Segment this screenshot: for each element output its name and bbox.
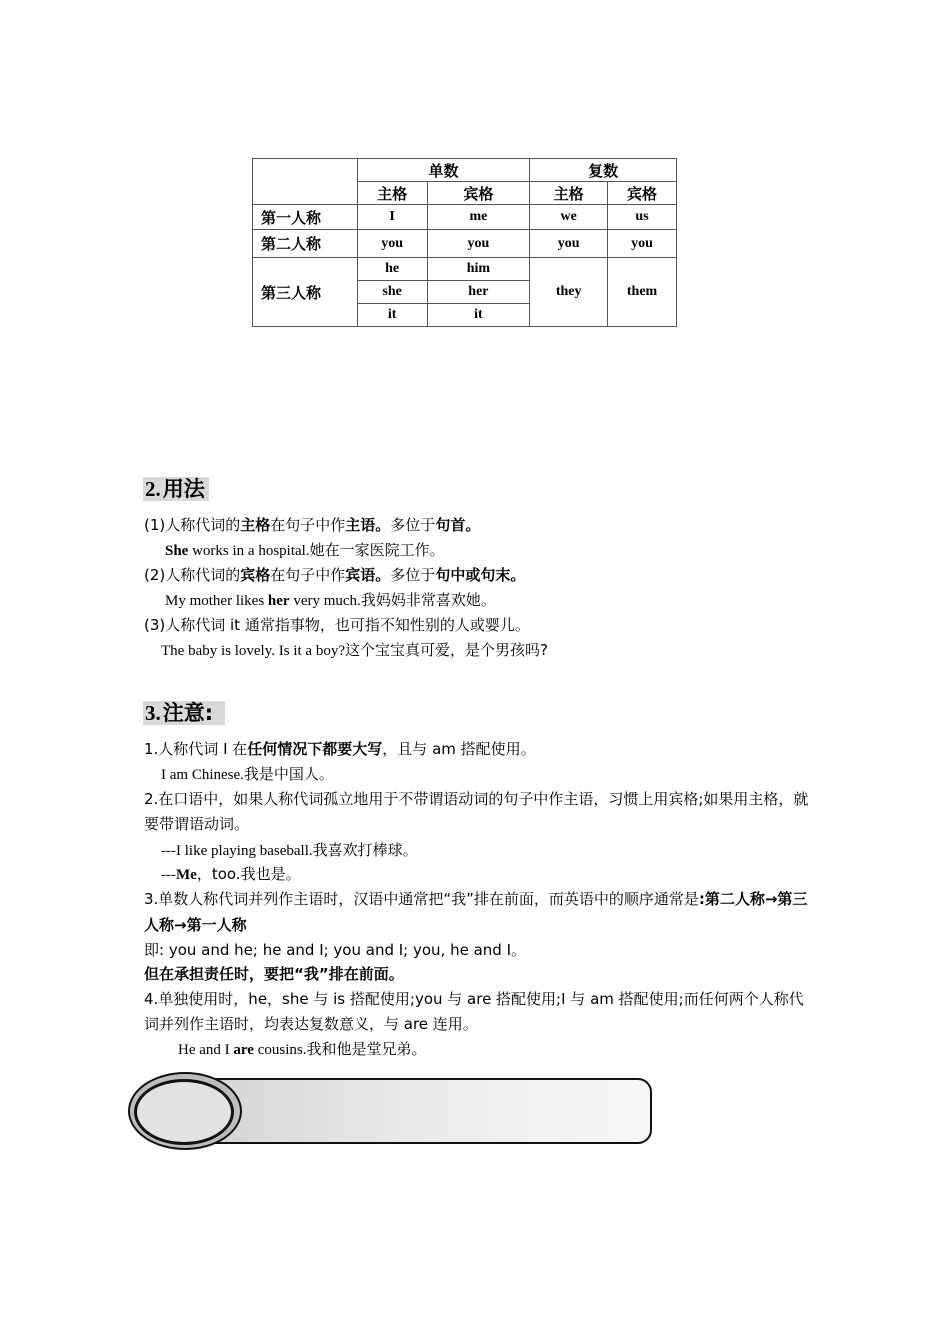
note-2: 2.在口语中，如果人称代词孤立地用于不带谓语动词的句子中作主语，习惯上用宾格;如果用主格，就要带谓语动词。 (144, 790, 809, 833)
section-usage-heading: 2.用法 (143, 475, 209, 504)
note-4: 4.单独使用时，he，she 与 is 搭配使用;you 与 are 搭配使用;I 与 am 搭配使用;而任何两个人称代词并列作主语时，均表达复数意义，与 are 连用。 (144, 990, 804, 1033)
note-2-example-2: ---Me，too.我也是。 (161, 865, 301, 883)
table-cell: it (357, 304, 427, 327)
subheader-singular-object: 宾格 (427, 182, 530, 205)
note-1: 1.人称代词 I 在任何情况下都要大写，且与 am 搭配使用。 (144, 740, 536, 758)
table-cell: me (427, 205, 530, 230)
table-cell: you (530, 230, 608, 258)
table-cell: you (427, 230, 530, 258)
table-cell: I (357, 205, 427, 230)
table-cell: you (357, 230, 427, 258)
row-second-person: 第二人称 (253, 230, 358, 258)
subheader-singular-subject: 主格 (357, 182, 427, 205)
table-cell: it (427, 304, 530, 327)
usage-example-2: My mother likes her very much.我妈妈非常喜欢她。 (165, 591, 496, 609)
table-cell: us (608, 205, 677, 230)
subheader-plural-subject: 主格 (530, 182, 608, 205)
header-singular: 单数 (357, 159, 530, 182)
header-plural: 复数 (530, 159, 677, 182)
usage-example-1: She works in a hospital.她在一家医院工作。 (165, 541, 445, 559)
row-third-person: 第三人称 (253, 258, 358, 327)
table-cell: we (530, 205, 608, 230)
table-cell: she (357, 281, 427, 304)
usage-example-3: The baby is lovely. Is it a boy?这个宝宝真可爱，是个男孩吗? (161, 641, 548, 659)
usage-point-3: (3)人称代词 it 通常指事物，也可指不知性别的人或婴儿。 (144, 616, 530, 634)
note-1-example: I am Chinese.我是中国人。 (161, 765, 334, 783)
subheader-plural-object: 宾格 (608, 182, 677, 205)
table-corner-cell (253, 159, 358, 205)
pronoun-table (252, 158, 677, 327)
table-cell: you (608, 230, 677, 258)
table-cell: he (357, 258, 427, 281)
table-cell: him (427, 258, 530, 281)
note-4-example: He and I are cousins.我和他是堂兄弟。 (178, 1040, 427, 1058)
table-cell: her (427, 281, 530, 304)
note-3: 3.单数人称代词并列作主语时，汉语中通常把“我”排在前面，而英语中的顺序通常是:第二人称→第三人称→第一人称 (144, 890, 808, 934)
usage-point-1: (1)人称代词的主格在句子中作主语。多位于句首。 (144, 516, 481, 534)
note-2-example-1: ---I like playing baseball.我喜欢打棒球。 (161, 841, 418, 859)
usage-point-2: (2)人称代词的宾格在句子中作宾语。多位于句中或句末。 (144, 566, 526, 584)
note-3-example: 即: you and he; he and I; you and I; you, he and I。 (144, 941, 527, 959)
table-cell: they (530, 258, 608, 327)
note-3-emphasis: 但在承担责任时，要把“我”排在前面。 (144, 965, 404, 983)
table-cell: them (608, 258, 677, 327)
decorative-oval-inner (134, 1079, 234, 1145)
section-notes-heading: 3.注意: (143, 699, 225, 728)
row-first-person: 第一人称 (253, 205, 358, 230)
